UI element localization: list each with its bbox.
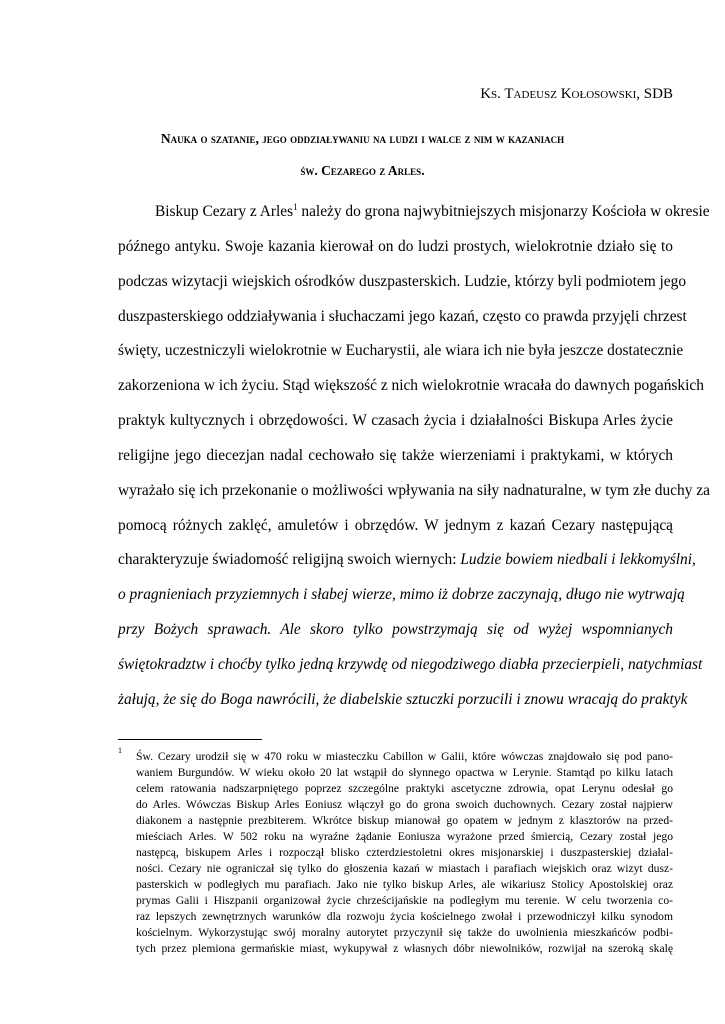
footnote-line: waniem Burgundów. W wieku około 20 lat wstąpił do słynnego opactwa w Lerynie. Stamtąd po kilku latach xyxy=(136,766,673,779)
article-title-line-1: Nauka o szatanie, jego oddziaływaniu na ludzi i walce z nim w kazaniach xyxy=(160,131,565,146)
footnote-number: 1 xyxy=(118,746,122,755)
body-line: duszpasterskiego oddziaływania i słuchaczami jego kazań, często co prawda przyjęli chrzest xyxy=(118,308,687,325)
body-line: późnego antyku. Swoje kazania kierował on do ludzi prostych, wielokrotnie działo się to xyxy=(118,238,673,255)
body-line-quote: o pragnieniach przyziemnych i słabej wierze, mimo iż dobrze zaczynają, długo nie wytrwają xyxy=(118,586,685,603)
body-line: święty, uczestniczyli wielokrotnie w Eucharystii, ale wiara ich nie była jeszcze dostatecznie xyxy=(118,342,684,359)
footnote-line: Św. Cezary urodził się w 470 roku w miasteczku Cabillon w Galii, które wówczas znajdowało się pod pano- xyxy=(136,750,673,763)
footnote-line: następcą, biskupem Arles i rozpoczął blisko czterdziestoletni okres misjonarskiej i duszpasterskiej działal- xyxy=(136,846,673,859)
body-line: zakorzeniona w ich życiu. Stąd większość z nich wielokrotnie wracała do dawnych pogańskich xyxy=(118,377,704,394)
body-line: charakteryzuje świadomość religijną swoich wiernych: Ludzie bowiem niedbali i lekkomyślni, xyxy=(118,551,696,568)
footnote-line: ności. Cezary nie ograniczał się tylko do głoszenia kazań w miastach i parafiach wiejskich oraz wizyt dusz- xyxy=(136,862,673,875)
footnote-line: raz lepszych zewnętrznych warunków dla rozwoju życia kościelnego zwołał i przewodniczył kilku synodom xyxy=(136,910,673,923)
footnote-line: kościelnym. Wykorzystując swój moralny autorytet przyczynił się także do uwolnienia mieszkańców podbi- xyxy=(136,926,673,939)
article-title-line-2: św. Cezarego z Arles. xyxy=(300,163,425,178)
body-line: wyrażało się ich przekonanie o możliwości wpływania na siły nadnaturalne, w tym złe duchy za xyxy=(118,482,710,499)
body-line: podczas wizytacji wiejskich ośrodków duszpasterskich. Ludzie, którzy byli podmiotem jego xyxy=(118,273,687,290)
body-line: religijne jego diecezjan nadal cechowało się także wierzeniami i praktykami, w których xyxy=(118,447,673,464)
footnote-reference[interactable]: 1 xyxy=(293,201,298,212)
author-line: Ks. Tadeusz Kołosowski, SDB xyxy=(480,86,673,102)
body-line-quote: przy Bożych sprawach. Ale skoro tylko powstrzymają się od wyżej wspomnianych xyxy=(118,621,673,638)
footnote-line: prymas Galii i Hiszpanii organizował życie chrześcijańskie na podległym mu terenie. W celu tworzenia co- xyxy=(136,894,673,907)
footnote-line: pasterskich w podległych mu parafiach. Jako nie tylko biskup Arles, ale wikariusz Stolicy Apostolskiej oraz xyxy=(136,878,673,891)
footnote-line: celem ratowania nadszarpniętego poprzez szczególne praktyki ascetyczne zdrowia, opat Lerynu odesłał go xyxy=(136,782,673,795)
footnote-line: do Arles. Wówczas Biskup Arles Eoniusz włączył go do grona swoich duchownych. Cezary został najpierw xyxy=(136,798,673,811)
footnote-line: mieściach Arles. W 502 roku na wyraźne żądanie Eoniusza wyrażone przed śmiercią, Cezary został jego xyxy=(136,830,673,843)
body-line: pomocą różnych zaklęć, amuletów i obrzędów. W jednym z kazań Cezary następującą xyxy=(118,517,673,534)
body-line-quote: żałują, że się do Boga nawrócili, że diabelskie sztuczki porzucili i znowu wracają do praktyk xyxy=(118,691,688,708)
footnote-line: diakonem a następnie prezbiterem. Wkrótce biskup mianował go opatem w jednym z klasztorów na przed- xyxy=(136,814,673,827)
footnote-line: tych przez plemiona germańskie miast, wykupywał z własnych dóbr niewolników, rozwijał na szeroką skalę xyxy=(136,942,673,955)
body-line-quote: świętokradztw i choćby tylko jedną krzywdę od niegodziwego diabła przecierpieli, natychmiast xyxy=(118,656,703,673)
body-line: praktyk kultycznych i obrzędowości. W czasach życia i działalności Biskupa Arles życie xyxy=(118,412,673,429)
body-line: Biskup Cezary z Arles$^1$ należy do grona najwybitniejszych misjonarzy Kościoła w okresie xyxy=(155,201,710,220)
footnote-separator xyxy=(118,739,262,740)
